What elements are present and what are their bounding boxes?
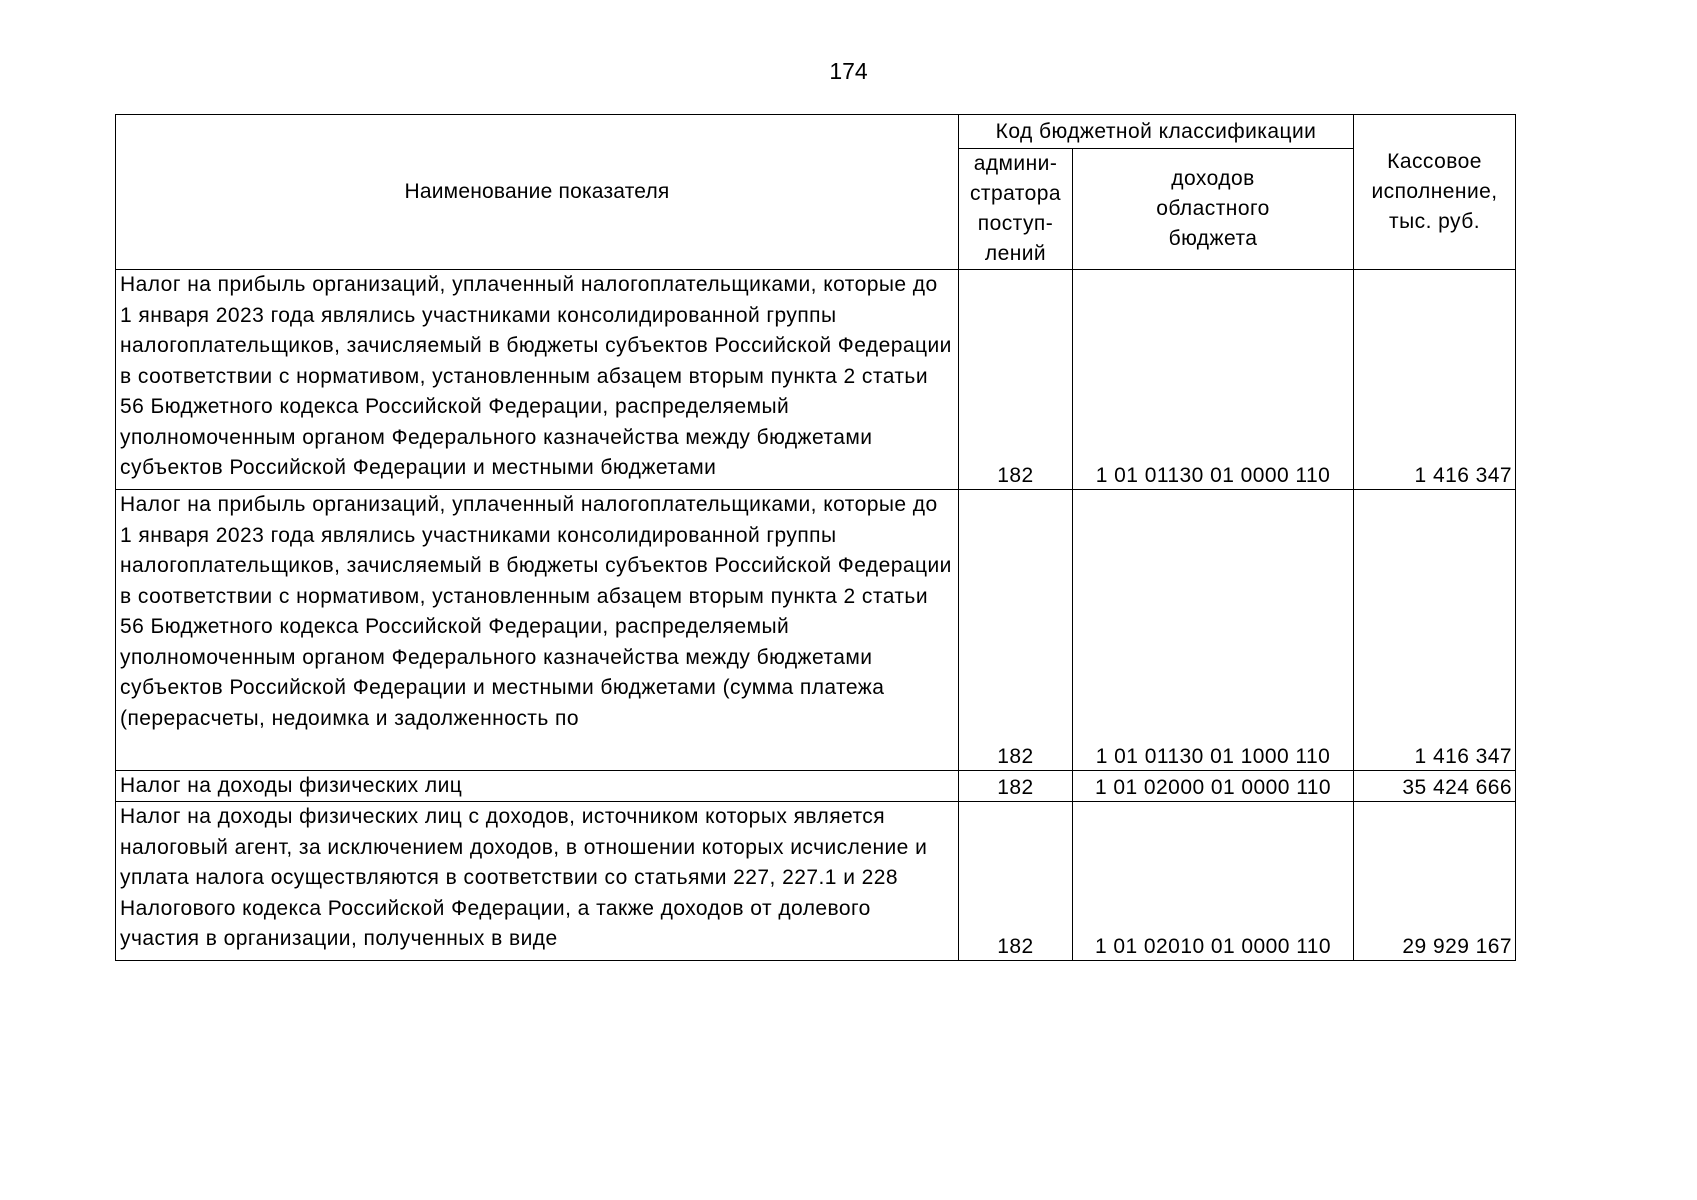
indicator-name: Налог на прибыль организаций, уплаченный налогоплательщиками, которые до 1 января 2023 года являлись участниками консолидированной группы налогоплательщиков, зачисляемый в бюджеты субъектов Российской Федерации в соответствии с нормативом, установленным абзацем вторым пункта 2 статьи 56 Бюджетного кодекса Российской Федерации, распределяемый уполномоченным органом Федерального казначейства между бюджетами субъектов Российской Федерации и местными бюджетами: [120, 273, 952, 479]
row-admin-cell: [959, 490, 1073, 771]
indicator-name: Налог на доходы физических лиц с доходов, источником которых является налоговый агент, за исключением доходов, в отношении которых исчисление и уплата налога осуществляются в соответствии со статьями 227, 227.1 и 228 Налогового кодекса Российской Федерации, а также доходов от долевого участия в организации, полученных в виде: [120, 805, 928, 950]
row-code-cell: [1073, 270, 1354, 490]
table-row: [116, 771, 1516, 802]
row-name-cell: [116, 270, 959, 490]
header-administrator: админи- стратора поступ- лений: [959, 149, 1073, 270]
row-code-cell: [1073, 490, 1354, 771]
row-admin-cell: [959, 270, 1073, 490]
administrator-code: 182: [997, 776, 1034, 799]
row-admin-cell: [959, 802, 1073, 961]
row-name-cell: [116, 802, 959, 961]
cash-execution-value: 29 929 167: [1402, 935, 1513, 958]
table-row: [116, 490, 1516, 771]
cash-execution-value: 35 424 666: [1402, 776, 1513, 799]
revenue-table: [115, 114, 1516, 961]
revenue-code: 1 01 02010 01 0000 110: [1094, 935, 1332, 958]
revenue-code: 1 01 01130 01 0000 110: [1095, 464, 1331, 487]
header-name: Наименование показателя: [116, 115, 959, 270]
row-name-cell: [116, 490, 959, 771]
indicator-name: Налог на прибыль организаций, уплаченный налогоплательщиками, которые до 1 января 2023 года являлись участниками консолидированной группы налогоплательщиков, зачисляемый в бюджеты субъектов Российской Федерации в соответствии с нормативом, установленным абзацем вторым пункта 2 статьи 56 Бюджетного кодекса Российской Федерации, распределяемый уполномоченным органом Федерального казначейства между бюджетами субъектов Российской Федерации и местными бюджетами (сумма платежа (перерасчеты, недоимка и задолженность по: [120, 493, 952, 730]
row-name-cell: [116, 771, 959, 802]
row-sum-cell: [1354, 490, 1516, 771]
page-number: 174: [829, 58, 868, 84]
table-row: [116, 270, 1516, 490]
row-sum-cell: [1354, 771, 1516, 802]
revenue-code: 1 01 01130 01 1000 110: [1095, 745, 1331, 768]
table-body: [116, 270, 1516, 961]
header-revenue-code: доходов областного бюджета: [1073, 149, 1354, 270]
row-code-cell: [1073, 771, 1354, 802]
cash-execution-value: 1 416 347: [1414, 745, 1513, 768]
table-row: [116, 802, 1516, 961]
administrator-code: 182: [997, 935, 1034, 958]
administrator-code: 182: [997, 745, 1034, 768]
row-sum-cell: [1354, 270, 1516, 490]
administrator-code: 182: [997, 464, 1034, 487]
row-code-cell: [1073, 802, 1354, 961]
row-sum-cell: [1354, 802, 1516, 961]
indicator-name: Налог на доходы физических лиц: [120, 774, 463, 797]
header-classification-group: Код бюджетной классификации: [959, 115, 1354, 149]
cash-execution-value: 1 416 347: [1414, 464, 1513, 487]
header-cash-execution: Кассовое исполнение, тыс. руб.: [1354, 115, 1516, 270]
table-header: [116, 115, 1516, 270]
row-admin-cell: [959, 771, 1073, 802]
revenue-code: 1 01 02000 01 0000 110: [1094, 776, 1332, 799]
